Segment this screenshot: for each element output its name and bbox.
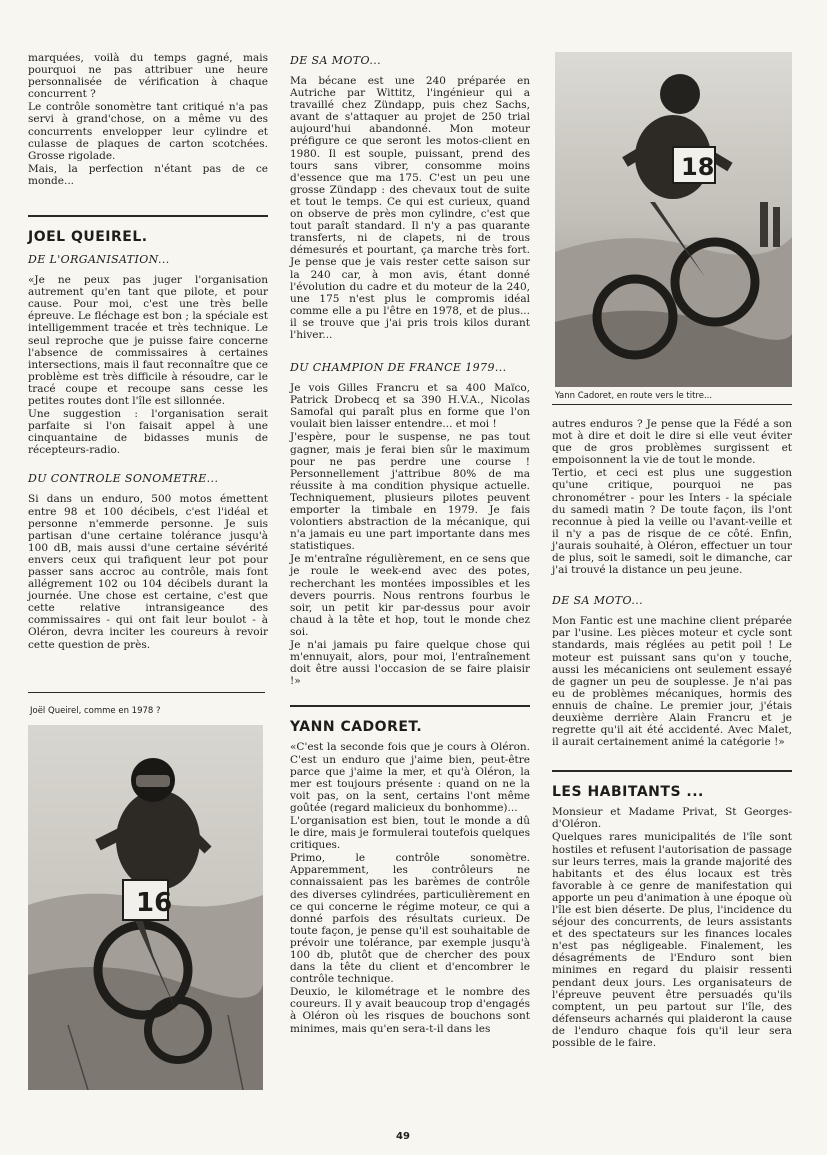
section-heading-les-habitants: LES HABITANTS ... bbox=[552, 784, 704, 801]
paragraph: autres enduros ? Je pense que la Fédé a son mot à dire et doit le dire si elle veut éviter que de gros problèmes surgissent et empoisonnent la vie de tout le monde. bbox=[552, 418, 792, 467]
caption-rule bbox=[552, 404, 792, 405]
paragraph: Monsieur et Madame Privat, St Georges-d'Oléron. bbox=[552, 806, 792, 831]
paragraph: Quelques rares municipalités de l'île sont hostiles et refusent l'autorisation de passage sur leurs terres, mais la grande majorité des habitants et des élus locaux est très favorable à ce genre de manifestation qui apporte un peu d'animation à une époque où l'île est bien déserte. De plus, l'incidence du séjour des concurrents, de leurs assistants et des spectateurs sur les finances locales n'est pas négligeable. Finalement, les désagréments de l'Enduro sont bien minimes en regard du plaisir ressenti pendant deux jours. Les organisateurs de l'épreuve peuvent être persuadés qu'ils comptent, un peu partout sur l'île, des défenseurs acharnés qui plaideront la cause de l'enduro chaque fois qu'il leur sera possible de le faire. bbox=[552, 831, 792, 1050]
paragraph: «Je ne peux pas juger l'organisation autrement qu'en tant que pilote, et pour cause. Pour moi, c'est une très belle épreuve. Le fléchage est bon ; la spéciale est intelligemment tracée et très technique. Le seul reproche que je puisse faire concerne l'absence de commissaires à certaines intersections, mais il faut reconnaître que ce problème est très difficile à résoudre, car le tracé coupe et recoupe sans cesse les petites routes dont l'île est sillonnée. bbox=[28, 274, 268, 407]
photo-yann-cadoret bbox=[555, 52, 792, 387]
photo-caption-cadoret: Yann Cadoret, en route vers le titre... bbox=[555, 391, 713, 401]
subheading-champion-de-france: DU CHAMPION DE FRANCE 1979... bbox=[290, 361, 507, 375]
subheading-organisation: DE L'ORGANISATION... bbox=[28, 253, 170, 267]
paragraph: Je vois Gilles Francru et sa 400 Maïco, Patrick Drobecq et sa 390 H.V.A., Nicolas Samofal qui paraît plus en forme que l'on voulait bien laisser entendre... et moi ! bbox=[290, 382, 530, 431]
section-heading-joel-queirel: JOEL QUEIREL. bbox=[28, 229, 148, 246]
paragraph: Je m'entraîne régulièrement, en ce sens que je roule le week-end avec des potes, recherchant les montées impossibles et les devers pourris. Nous rentrons fourbus le soir, un petit kir par-dessus pour avoir chaud à la tête et hop, tout le monde chez soi. bbox=[290, 553, 530, 638]
paragraph: Ma bécane est une 240 préparée en Autriche par Wittitz, l'ingénieur qui a travaillé chez Zündapp, puis chez Sachs, avant de s'attaquer au projet de 250 trial aujourd'hui abandonné. Mon moteur préfigure ce que seront les motos-client en 1980. Il est souple, puissant, prend des tours sans vibrer, consomme moins d'essence que ma 175. C'est un peu une grosse Zündapp : des chevaux tout de suite et tout le temps. Ce qui est curieux, quand on observe de près mon cylindre, c'est que tout paraît standard. Il n'y a pas quarante transferts, ni de clapets, ni de trous démesurés et pourtant, ça marche très fort. Je pense que je vais rester cette saison sur la 240 car, à mon avis, étant donné l'évolution du cadre et du moteur de la 240, une 175 n'est plus le compromis idéal comme elle a pu l'être en 1978, et de plus... il se trouve que j'ai pris trois kilos durant l'hiver... bbox=[290, 75, 530, 341]
paragraph: Le contrôle sonomètre tant critiqué n'a pas servi à grand'chose, on a même vu des concurrents envelopper leur cylindre et culasse de plaques de carton scotchées. Grosse rigolade. bbox=[28, 101, 268, 162]
paragraph: Primo, le contrôle sonomètre. Apparemment, les contrôleurs ne connaissaient pas les barèmes de contrôle des diverses cylindrées, particulièrement en ce qui concerne le régime moteur, ce qui a donné parfois des résultats curieux. De toute façon, je pense qu'il est souhaitable de prévoir une tolérance, par exemple jusqu'à 100 db, plutôt que de chercher des poux dans la tête du client et d'encombrer le contrôle technique. bbox=[290, 852, 530, 986]
column-2 bbox=[290, 52, 530, 1036]
race-number-18: 18 bbox=[681, 153, 715, 181]
photo-joel-queirel bbox=[28, 725, 263, 1090]
paragraph: J'espère, pour le suspense, ne pas tout gagner, mais je ferai bien sûr le maximum pour ne pas perdre une course ! Personnellement j'attribue 80% de ma réussite à ma condition physique actuelle. Techniquement, plusieurs pilotes peuvent emporter la timbale en 1979. Je fais volontiers abstraction de la mécanique, qui n'a jamais eu une part importante dans mes statistiques. bbox=[290, 431, 530, 553]
paragraph: Tertio, et ceci est plus une suggestion qu'une critique, pourquoi ne pas chronométrer - pour les Inters - la spéciale du samedi matin ? De toute façon, ils l'ont reconnue à pied la veille ou l'avant-veille et il n'y a pas de risque de ce côté. Enfin, j'aurais souhaité, à Oléron, effectuer un tour de plus, soit le samedi, soit le dimanche, car j'ai trouvé la distance un peu jeune. bbox=[552, 467, 792, 577]
subheading-de-sa-moto: DE SA MOTO... bbox=[552, 594, 644, 608]
section-rule bbox=[552, 770, 792, 772]
photo-caption-queirel: Joël Queirel, comme en 1978 ? bbox=[30, 706, 161, 716]
section-rule bbox=[28, 215, 268, 217]
page-number: 49 bbox=[396, 1131, 410, 1142]
subheading-de-sa-moto: DE SA MOTO... bbox=[290, 54, 382, 67]
section-heading-yann-cadoret: YANN CADORET. bbox=[290, 719, 423, 736]
caption-rule bbox=[28, 692, 265, 693]
paragraph: marquées, voilà du temps gagné, mais pourquoi ne pas attribuer une heure personnalisée de vérification à chaque concurrent ? bbox=[28, 52, 268, 101]
paragraph: Mais, la perfection n'étant pas de ce monde... bbox=[28, 162, 268, 187]
paragraph: Une suggestion : l'organisation serait parfaite si l'on faisait appel à une cinquantaine de bidasses munis de récepteurs-radio. bbox=[28, 408, 268, 457]
subheading-controle-sonometre: DU CONTROLE SONOMETRE... bbox=[28, 472, 219, 486]
column-3 bbox=[552, 418, 792, 1050]
paragraph: Deuxio, le kilométrage et le nombre des coureurs. Il y avait beaucoup trop d'engagés à Oléron où les risques de bouchons sont minimes, mais qu'en sera-t-il dans les bbox=[290, 986, 530, 1035]
section-rule bbox=[290, 705, 530, 707]
column-1 bbox=[28, 52, 268, 652]
paragraph: L'organisation est bien, tout le monde a dû le dire, mais je formulerai toutefois quelques critiques. bbox=[290, 814, 530, 852]
paragraph: «C'est la seconde fois que je cours à Oléron. C'est un enduro que j'aime bien, peut-être parce que j'aime la mer, et qu'à Oléron, la mer est toujours présente : quand on ne la voit pas, on la sent, certains l'ont même goûtée (regard malicieux du bonhomme)... bbox=[290, 741, 530, 814]
paragraph: Mon Fantic est une machine client préparée par l'usine. Les pièces moteur et cycle sont standards, mais réglées au petit poil ! Le moteur est puissant sans qu'on y touche, aussi les mécaniciens ont seulement essayé de gagner un peu de souplesse. Je n'ai pas eu de problèmes mécaniques, hormis des ennuis de chaîne. Le premier jour, j'étais deuxième derrière Alain Francru et je regrette qu'il ait été accidenté. Avec Malet, il aurait certainement animé la catégorie !» bbox=[552, 615, 792, 749]
paragraph: Si dans un enduro, 500 motos émettent entre 98 et 100 décibels, c'est l'idéal et personne n'emmerde personne. Je suis partisan d'une certaine tolérance jusqu'à 100 dB, mais aussi d'une certaine sévérité envers ceux qui trafiquent leur pot pour passer sans accroc au contrôle, mais font allégrement 102 ou 104 décibels durant la journée. Une chose est certaine, c'est que cette relative intransigeance des commissaires - qui ont fait leur boulot - à Oléron, devra inciter les coureurs à revoir cette question de près. bbox=[28, 493, 268, 651]
race-number-16: 16 bbox=[136, 888, 173, 918]
paragraph: Je n'ai jamais pu faire quelque chose qui m'ennuyait, alors, pour moi, l'entraînement doit être aussi l'occasion de se faire plaisir !» bbox=[290, 639, 530, 688]
